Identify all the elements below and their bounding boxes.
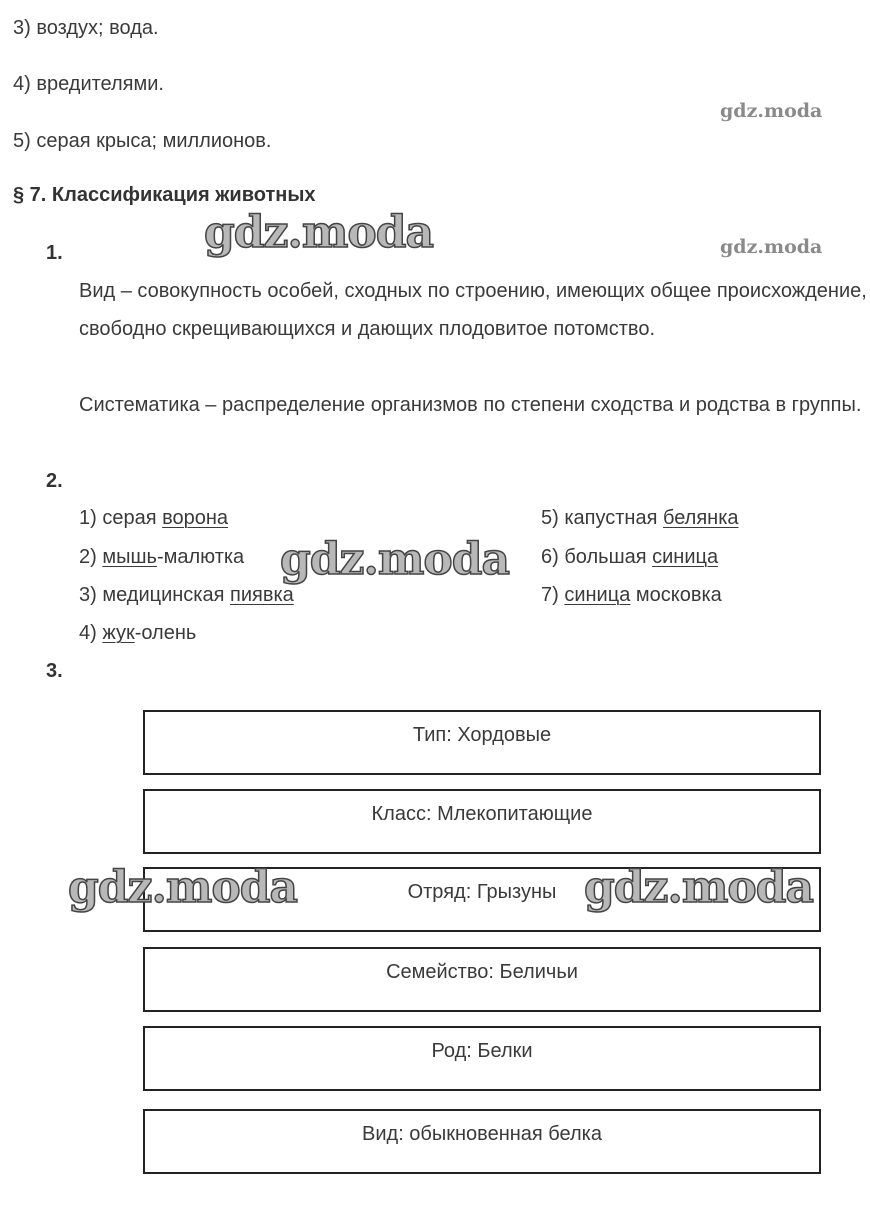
genus-name: пиявка [230, 584, 294, 606]
genus-name: мышь [102, 546, 157, 568]
taxon-label: Отряд: Грызуны [407, 881, 557, 903]
watermark-small: gdz.moda [720, 100, 823, 122]
watermark-large: gdz.moda [68, 862, 298, 913]
species-item-1: 1) серая ворона [79, 507, 229, 529]
species-item-7: 7) синица московка [541, 584, 722, 606]
taxon-label: Семейство: Беличьи [386, 961, 578, 983]
taxon-box-genus [143, 1026, 821, 1091]
genus-name: ворона [162, 507, 229, 529]
watermark-large: gdz.moda [584, 862, 814, 913]
task-3-number: 3. [46, 660, 63, 682]
definition-systematics: Систематика – распределение организмов по степени сходства и родства в группы. [79, 394, 862, 416]
taxon-label: Вид: обыкновенная белка [362, 1123, 602, 1145]
definition-species: Вид – совокупность особей, сходных по строению, имеющих общее происхождение, свободно скрещивающихся и дающих плодовитое потомство. [79, 280, 867, 340]
species-item-2: 2) мышь-малютка [79, 546, 245, 568]
taxon-label: Класс: Млекопитающие [371, 803, 593, 825]
species-item-6: 6) большая синица [541, 546, 719, 568]
taxon-box-class [143, 789, 821, 854]
watermark-large: gdz.moda [280, 534, 510, 585]
genus-name: синица [564, 584, 631, 606]
taxon-box-phylum [143, 710, 821, 775]
species-item-5: 5) капустная белянка [541, 507, 739, 529]
section-title: § 7. Классификация животных [13, 184, 316, 206]
prev-answer-4: 4) вредителями. [13, 73, 164, 95]
watermark-large: gdz.moda [204, 207, 434, 258]
species-item-4: 4) жук-олень [79, 622, 197, 644]
watermark-small: gdz.moda [720, 236, 823, 258]
genus-name: белянка [662, 507, 739, 529]
taxon-box-family [143, 947, 821, 1012]
taxon-box-species [143, 1109, 821, 1174]
taxon-label: Тип: Хордовые [412, 724, 552, 746]
task-2-number: 2. [46, 470, 63, 492]
species-item-3: 3) медицинская пиявка [79, 584, 294, 606]
taxon-label: Род: Белки [431, 1040, 533, 1062]
genus-name: жук [102, 622, 135, 644]
prev-answer-3: 3) воздух; вода. [13, 17, 159, 39]
prev-answer-5: 5) серая крыса; миллионов. [13, 130, 272, 152]
genus-name: синица [652, 546, 719, 568]
task-1-number: 1. [46, 242, 63, 264]
